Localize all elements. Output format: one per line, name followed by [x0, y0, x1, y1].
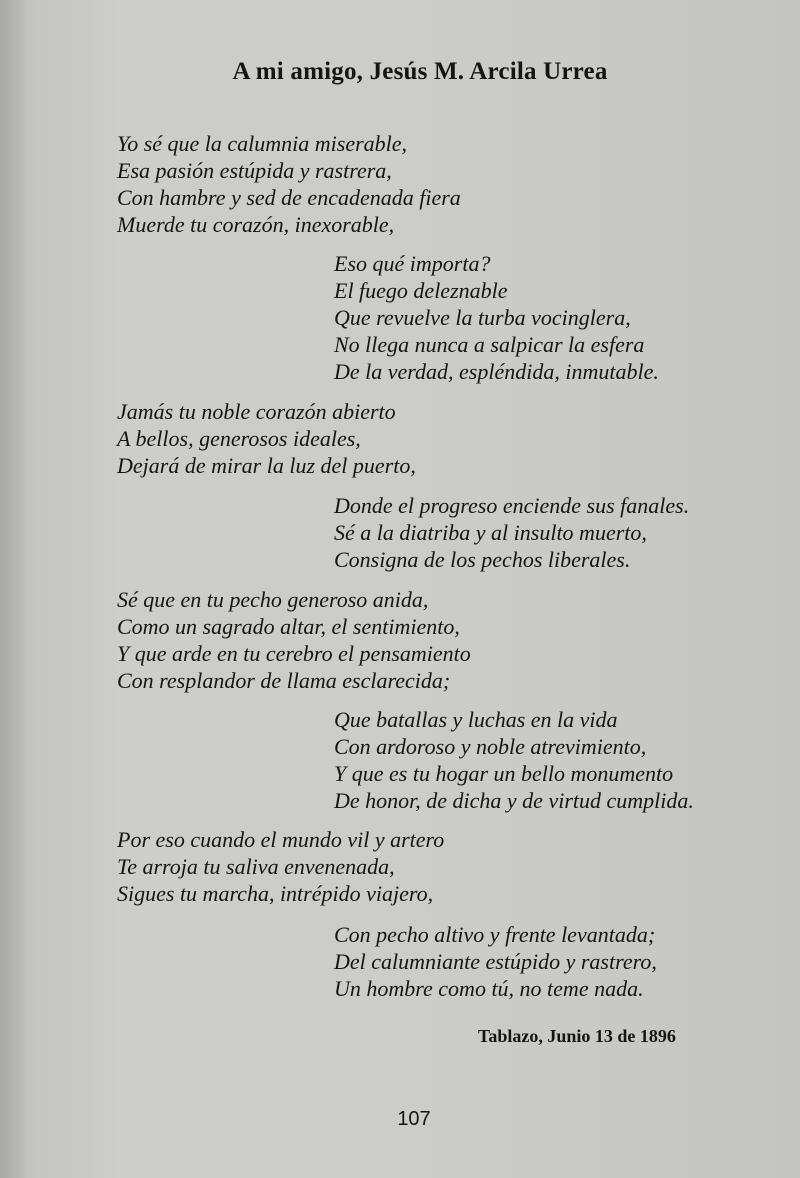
verse-line: Yo sé que la calumnia miserable,	[117, 131, 408, 156]
verse-line: El fuego deleznable	[334, 278, 508, 303]
verse-line: Por eso cuando el mundo vil y artero	[117, 827, 445, 852]
verse-line: No llega nunca a salpicar la esfera	[334, 332, 645, 357]
dateline: Tablazo, Junio 13 de 1896	[478, 1026, 676, 1046]
verse-line: Sigues tu marcha, intrépido viajero,	[117, 881, 434, 906]
stanza-6	[334, 706, 694, 814]
verse-line: Donde el progreso enciende sus fanales.	[334, 493, 690, 518]
verse-line: Sé a la diatriba y al insulto muerto,	[334, 520, 647, 545]
verse-line: Que batallas y luchas en la vida	[334, 707, 618, 732]
page-gutter-shadow	[0, 0, 28, 1178]
stanza-8	[334, 921, 657, 1002]
verse-line: Con hambre y sed de encadenada fiera	[117, 185, 461, 210]
verse-line: Muerde tu corazón, inexorable,	[117, 212, 395, 237]
verse-line: Eso qué importa?	[334, 251, 491, 276]
stanza-5	[117, 586, 471, 694]
page-number: 107	[397, 1108, 431, 1130]
stanza-1	[117, 130, 461, 238]
stanza-4	[334, 492, 689, 573]
verse-line: A bellos, generosos ideales,	[117, 426, 361, 451]
verse-line: De la verdad, espléndida, inmutable.	[334, 359, 659, 384]
verse-line: Que revuelve la turba vocinglera,	[334, 305, 631, 330]
verse-line: Sé que en tu pecho generoso anida,	[117, 587, 429, 612]
verse-line: Dejará de mirar la luz del puerto,	[117, 453, 416, 478]
verse-line: Como un sagrado altar, el sentimiento,	[117, 614, 460, 639]
verse-line: Del calumniante estúpido y rastrero,	[334, 949, 657, 974]
verse-line: Con resplandor de llama esclarecida;	[117, 668, 451, 693]
verse-line: Te arroja tu saliva envenenada,	[117, 854, 395, 879]
verse-line: Y que es tu hogar un bello monumento	[334, 761, 674, 786]
verse-line: Esa pasión estúpida y rastrera,	[117, 158, 392, 183]
verse-line: Jamás tu noble corazón abierto	[117, 399, 396, 424]
stanza-2	[334, 250, 659, 385]
stanza-3	[117, 398, 416, 479]
stanza-7	[117, 826, 444, 907]
verse-line: Con ardoroso y noble atrevimiento,	[334, 734, 647, 759]
verse-line: De honor, de dicha y de virtud cumplida.	[334, 788, 694, 813]
verse-line: Consigna de los pechos liberales.	[334, 547, 631, 572]
verse-line: Con pecho altivo y frente levantada;	[334, 922, 656, 947]
verse-line: Un hombre como tú, no teme nada.	[334, 976, 644, 1001]
verse-line: Y que arde en tu cerebro el pensamiento	[117, 641, 471, 666]
poem-title: A mi amigo, Jesús M. Arcila Urrea	[232, 58, 608, 85]
